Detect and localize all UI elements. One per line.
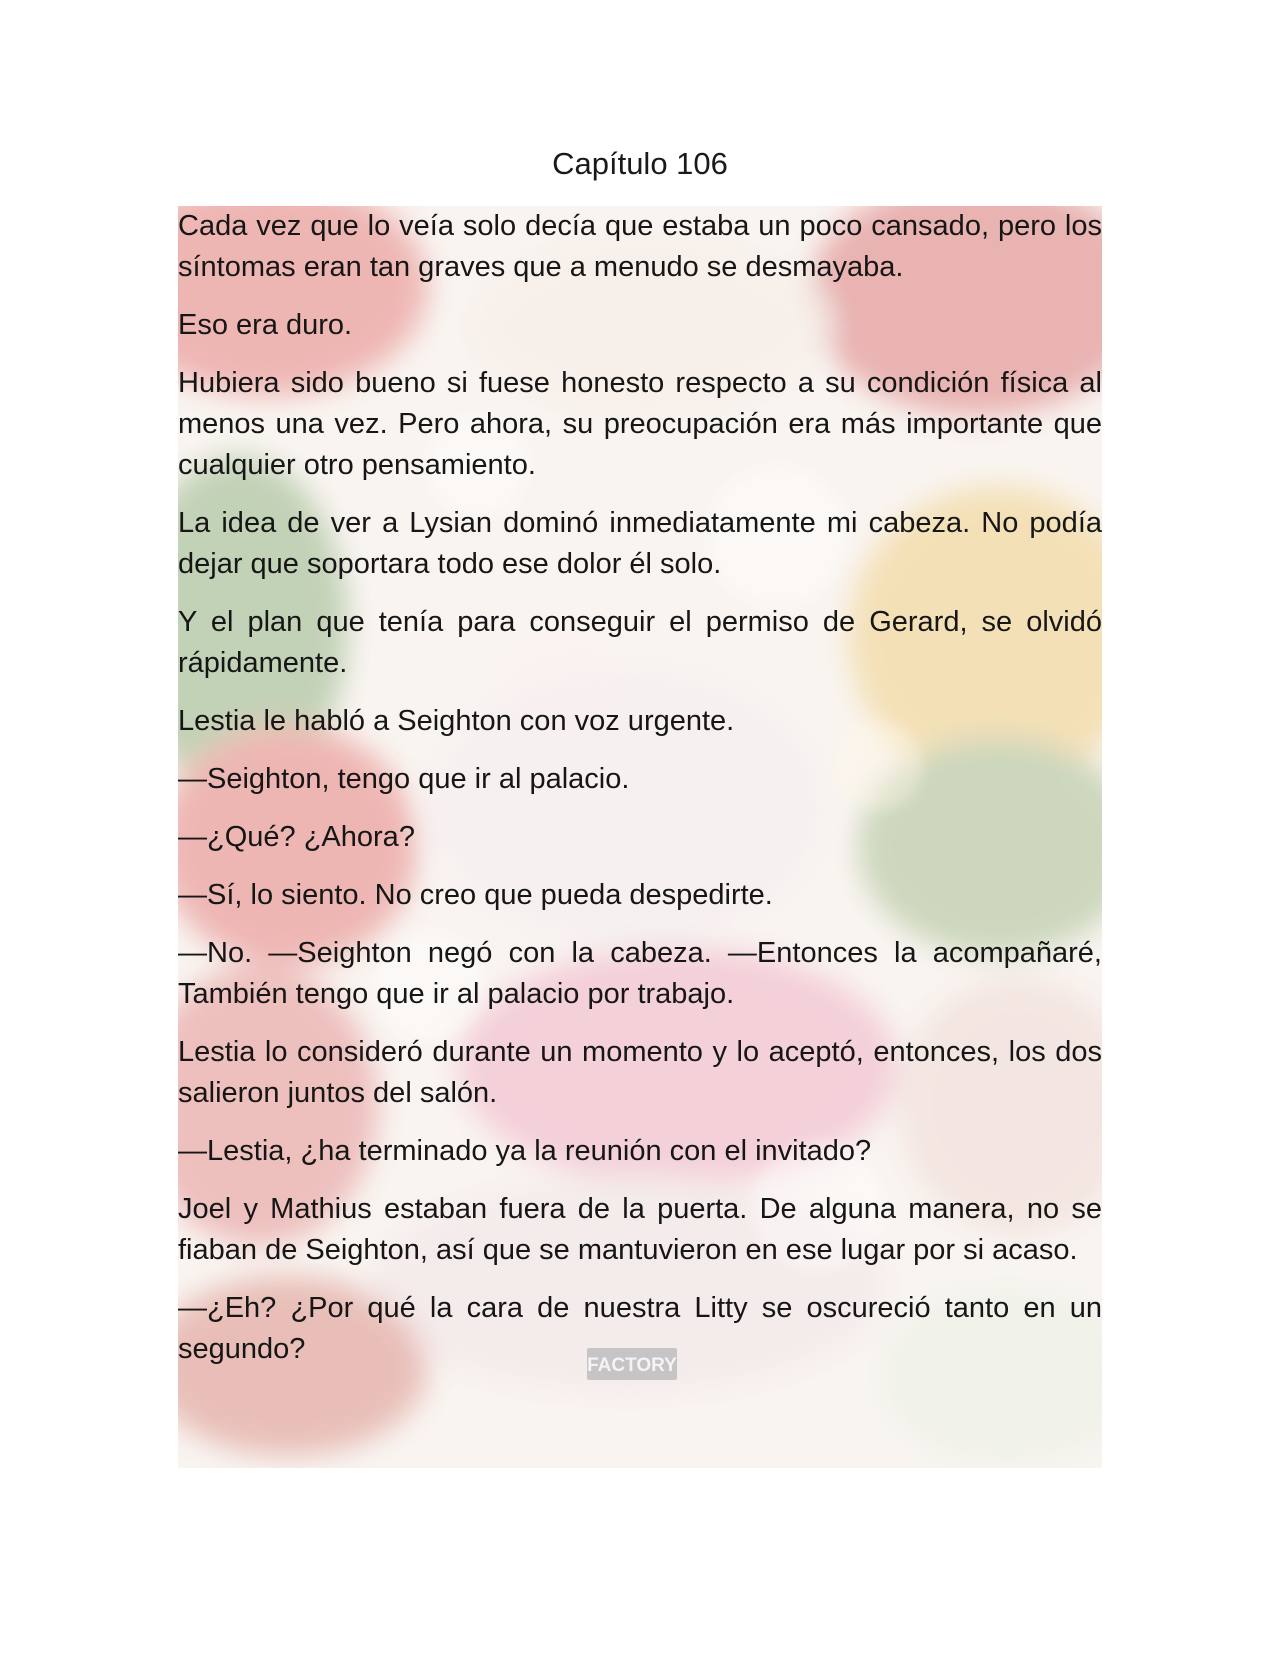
paragraph: Cada vez que lo veía solo decía que estaba un poco cansado, pero los síntomas eran tan graves que a menudo se desmayaba. xyxy=(178,210,1102,283)
paragraph: Eso era duro. xyxy=(178,309,353,341)
paragraph: —¿Eh? ¿Por qué la cara de nuestra Litty se oscureció tanto en un segundo? xyxy=(178,1292,1102,1365)
paragraph: —Seighton, tengo que ir al palacio. xyxy=(178,763,630,795)
paragraph: Hubiera sido bueno si fuese honesto respecto a su condición física al menos una vez. Pero ahora, su preocupación era más importante que cualquier otro pensamiento. xyxy=(178,367,1102,481)
paragraph: —Lestia, ¿ha terminado ya la reunión con el invitado? xyxy=(178,1135,872,1167)
paragraph: Lestia lo consideró durante un momento y lo aceptó, entonces, los dos salieron juntos del salón. xyxy=(178,1036,1102,1109)
chapter-title: Capítulo 106 xyxy=(552,146,728,181)
paragraph: Joel y Mathius estaban fuera de la puerta. De alguna manera, no se fiaban de Seighton, así que se mantuvieron en ese lugar por si acaso. xyxy=(178,1193,1102,1266)
paragraph: Lestia le habló a Seighton con voz urgente. xyxy=(178,705,735,737)
text-body xyxy=(178,206,1102,1370)
paragraph: —¿Qué? ¿Ahora? xyxy=(178,821,415,853)
paragraph: —No. —Seighton negó con la cabeza. —Entonces la acompañaré, También tengo que ir al palacio por trabajo. xyxy=(178,937,1102,1010)
watermark-badge-text: FACTORY xyxy=(587,1355,677,1376)
paragraph: La idea de ver a Lysian dominó inmediatamente mi cabeza. No podía dejar que soportara todo ese dolor él solo. xyxy=(178,507,1102,580)
page-body xyxy=(178,206,1102,1468)
paragraph: —Sí, lo siento. No creo que pueda despedirte. xyxy=(178,879,773,911)
paragraph: Y el plan que tenía para conseguir el permiso de Gerard, se olvidó rápidamente. xyxy=(178,606,1102,679)
